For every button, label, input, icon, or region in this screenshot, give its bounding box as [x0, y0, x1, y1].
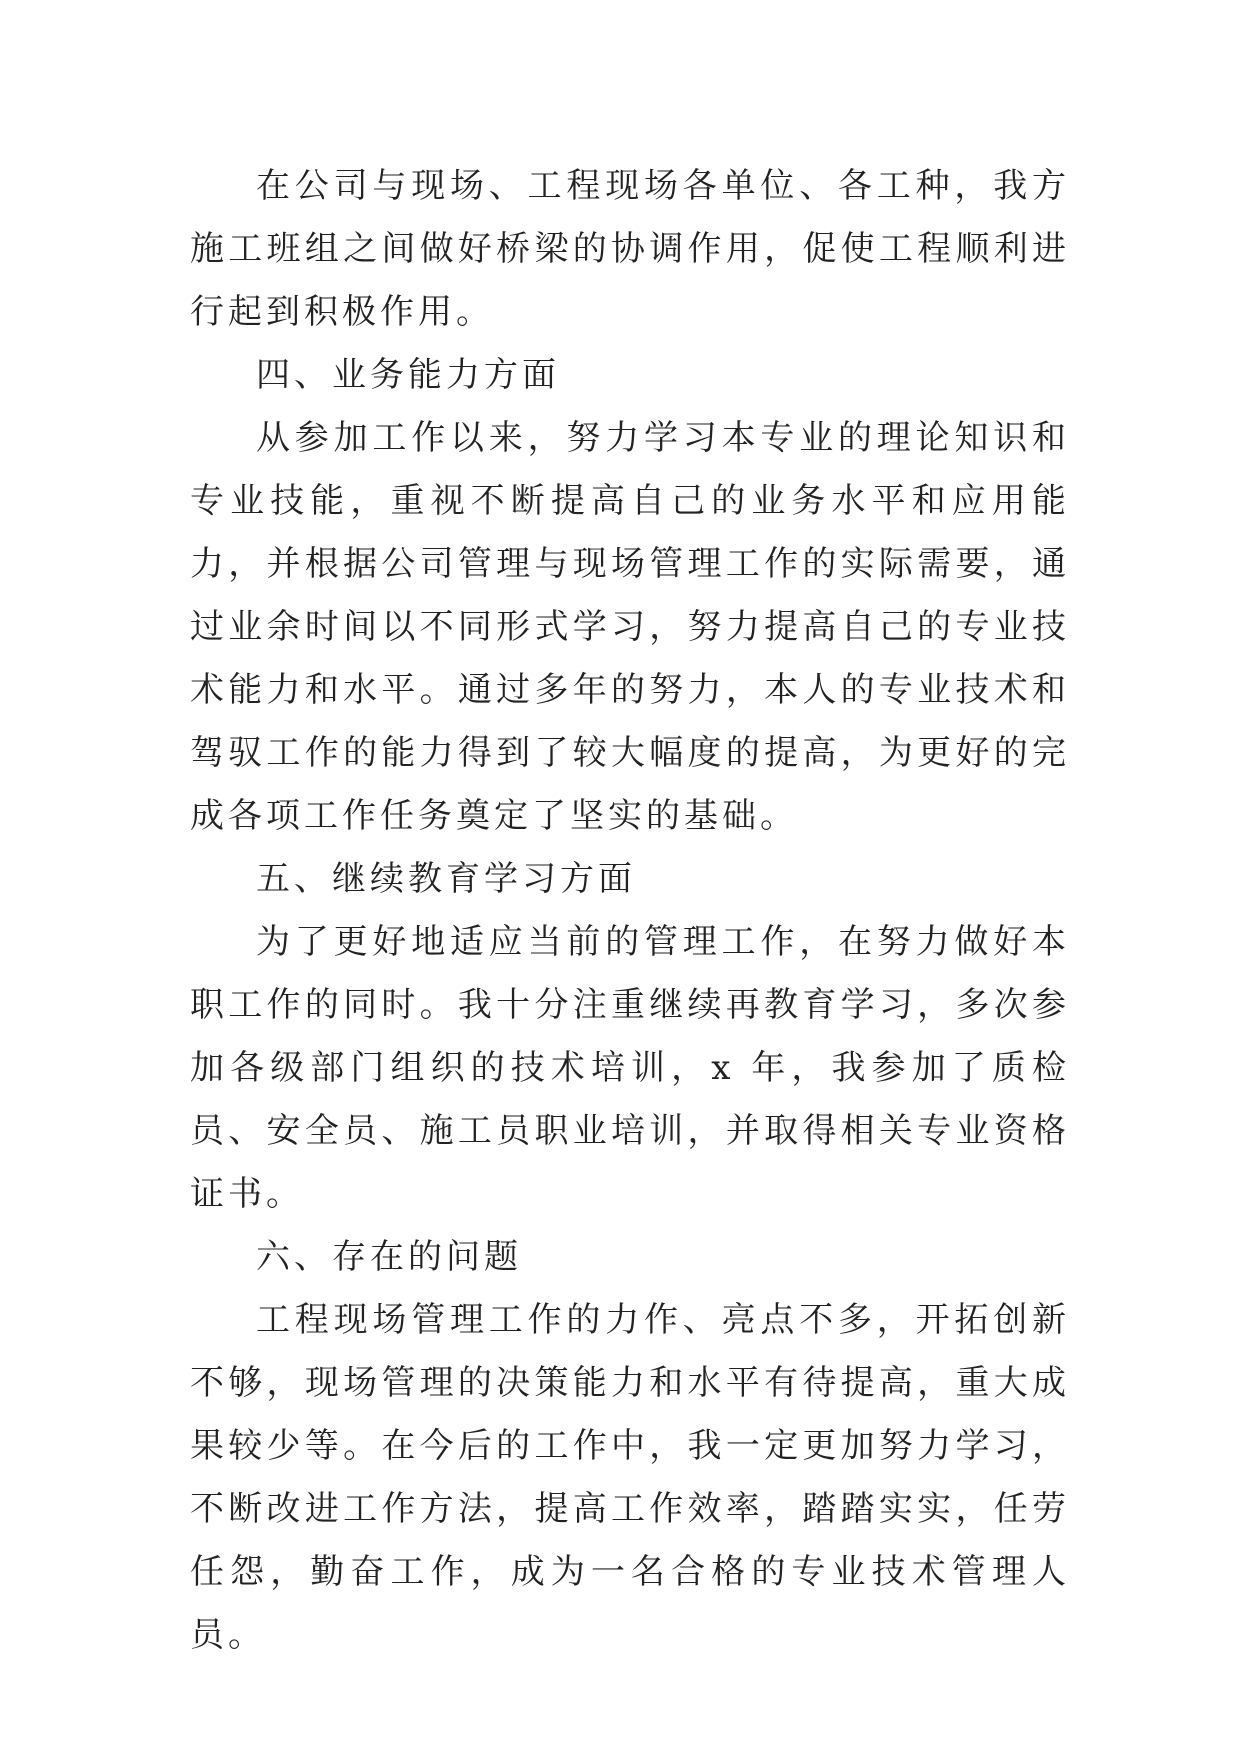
paragraph-coordination: 在公司与现场、工程现场各单位、各工种，我方施工班组之间做好桥梁的协调作用，促使工程顺利进行起到积极作用。 — [190, 166, 1070, 332]
paragraph-continuing-education: 为了更好地适应当前的管理工作，在努力做好本职工作的同时。我十分注重继续再教育学习，多次参加各级部门组织的技术培训，x 年，我参加了质检员、安全员、施工员职业培训，并取得相关专业资格证书。 — [190, 922, 1070, 1214]
section-heading-business-ability: 四、业务能力方面 — [256, 355, 560, 395]
paragraph-existing-problems: 工程现场管理工作的力作、亮点不多，开拓创新不够，现场管理的决策能力和水平有待提高，重大成果较少等。在今后的工作中，我一定更加努力学习，不断改进工作方法，提高工作效率，踏踏实实，任劳任怨，勤奋工作，成为一名合格的专业技术管理人员。 — [190, 1300, 1070, 1655]
paragraph-business-ability: 从参加工作以来，努力学习本专业的理论知识和专业技能，重视不断提高自己的业务水平和应用能力，并根据公司管理与现场管理工作的实际需要，通过业余时间以不同形式学习，努力提高自己的专业技术能力和水平。通过多年的努力，本人的专业技术和驾驭工作的能力得到了较大幅度的提高，为更好的完成各项工作任务奠定了坚实的基础。 — [190, 418, 1070, 836]
section-heading-existing-problems: 六、存在的问题 — [256, 1237, 522, 1277]
section-heading-continuing-education: 五、继续教育学习方面 — [256, 859, 636, 899]
document-body — [190, 155, 1070, 1667]
